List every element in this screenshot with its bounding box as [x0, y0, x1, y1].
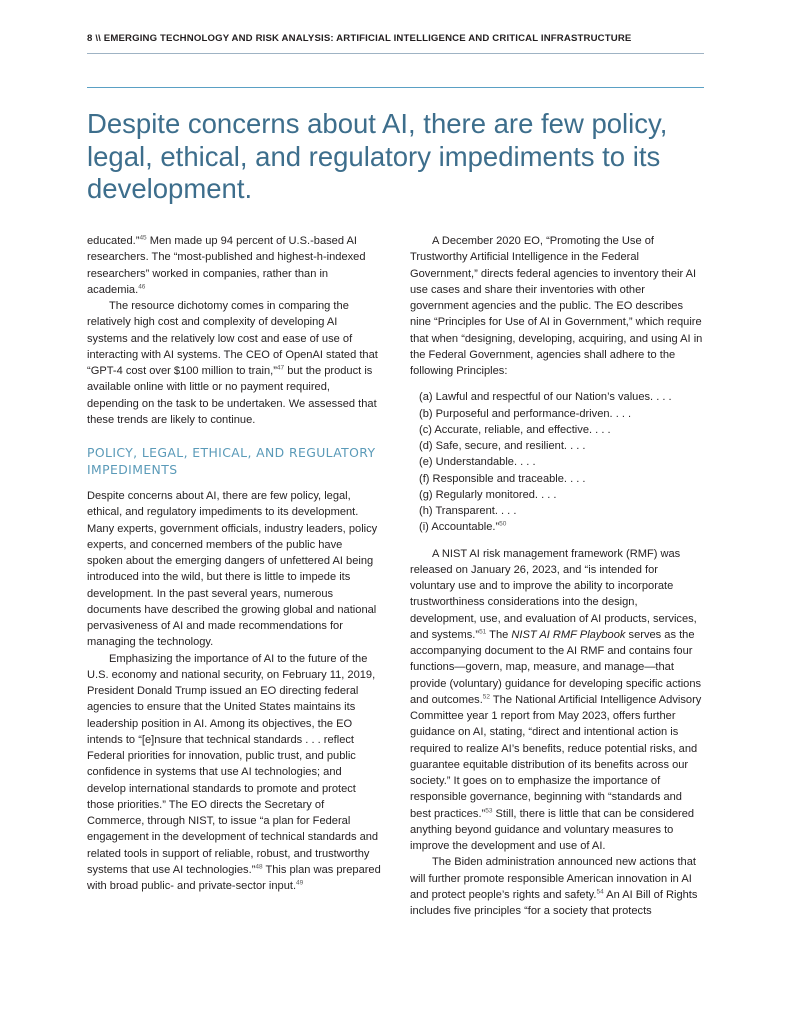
footnote-ref[interactable]: 54 [596, 888, 604, 896]
header-divider [87, 53, 704, 54]
running-header-title: EMERGING TECHNOLOGY AND RISK ANALYSIS: ARTIFICIAL INTELLIGENCE AND CRITICAL INFRASTRUCTURE [103, 33, 632, 44]
spacer [87, 478, 381, 488]
list-item: (d) Safe, secure, and resilient. . . . [419, 440, 586, 452]
list-item: (e) Understandable. . . . [419, 456, 536, 469]
footnote-ref[interactable]: 48 [255, 863, 263, 871]
list-item: (h) Transparent. . . . [419, 505, 517, 517]
right-column [410, 233, 704, 919]
paragraph: A NIST AI risk management framework (RMF) was released on January 26, 2023, and “is intended for voluntary use and to improve the ability to incorporate trustworthiness considerations into the design, development, use, and evaluation of AI products, services, and systems.”$^{51}$ The NIST AI RMF Playbook serves as the accompanying document to the AI RMF and contains four functions—govern, map, measure, and manage—that provide (voluntary) guidance for developing specific actions and outcomes.$^{52}$ The National Artificial Intelligence Advisory Committee year 1 report from May 2023, offers further guidance on AI, stating, “direct and intentional action is required to realize AI’s benefits, reduce potential risks, and guarantee equitable distribution of its benefits across our society.” It goes on to emphasize the importance of responsible governance, beginning with “standards and best practices.”$^{53}$ Still, there is little that can be considered anything beyond guidance and voluntary measures to improve the development and use of AI. [410, 547, 702, 852]
page-number: 8 [87, 33, 93, 44]
running-header [87, 33, 704, 44]
list-item: (g) Regularly monitored. . . . [419, 488, 557, 501]
footnote-ref[interactable]: 49 [296, 879, 304, 887]
pull-quote-divider [87, 87, 704, 88]
header-separator: \\ [95, 33, 101, 44]
paragraph: The Biden administration announced new actions that will further promote responsible American innovation in AI and protect people’s rights and safety.$^{54}$ An AI Bill of Rights includes five principles “for a society that protects [410, 856, 698, 917]
spacer [87, 428, 381, 444]
paragraph: A December 2020 EO, “Promoting the Use of Trustworthy Artificial Intelligence in the Federal Government,” directs federal agencies to inventory their AI use cases and share their inventories with other government agencies and the public. The EO describes nine “Principles for Use of AI in Government,” which require that when “designing, developing, acquiring, and using AI in the Federal Government, agencies shall adhere to the following Principles: [410, 235, 703, 377]
paragraph: Emphasizing the importance of AI to the future of the U.S. economy and national security, on February 11, 2019, President Donald Trump issued an EO directing federal agencies to ensure that the United States maintains its leadership position in AI. Among its objectives, the EO intends to “[e]nsure that technical standards . . . reflect Federal priorities for innovation, public trust, and public confidence in systems that use AI technologies; and develop international standards to promote and protect those priorities.” The EO directs the Secretary of Commerce, through NIST, to issue “a plan for Federal engagement in the development of technical standards and related tools in support of reliable, robust, and trustworthy systems that use AI technologies.”$^{48}$ This plan was prepared with broad public- and private-sector input.$^{49}$ [87, 652, 381, 892]
paragraph: The resource dichotomy comes in comparing the relatively high cost and complexity of developing AI systems and the relatively low cost and ease of use of interacting with AI systems. The CEO of OpenAI stated that “GPT-4 cost over $100 million to train,”$^{47}$ but the product is available online with little or no payment required, depending on the task to be undertaken. We assessed that these trends are likely to continue. [87, 300, 378, 426]
list-item: (i) Accountable.”$^{50}$ [419, 520, 507, 534]
paragraph: educated.”$^{45}$ Men made up 94 percent of U.S.-based AI researchers. The “most-published and highest-h-indexed researchers” worked in companies, rather than in academia.$^{46}$ [87, 234, 366, 296]
footnote-ref[interactable]: 47 [276, 364, 285, 372]
section-heading: POLICY, LEGAL, ETHICAL, AND REGULATORY IMPEDIMENTS [87, 445, 376, 477]
spacer [410, 379, 704, 389]
spacer [410, 536, 704, 546]
list-item: (c) Accurate, reliable, and effective. . . . [419, 423, 611, 436]
pull-quote: Despite concerns about AI, there are few policy, legal, ethical, and regulatory impediments to its development. [87, 108, 668, 204]
document-title: NIST AI RMF Playbook [511, 628, 626, 641]
footnote-ref[interactable]: 50 [499, 520, 507, 528]
footnote-ref[interactable]: 53 [485, 806, 493, 814]
paragraph: Despite concerns about AI, there are few policy, legal, ethical, and regulatory impediments to its development. Many experts, government officials, industry leaders, policy experts, and concerned members of the public have spoken about the emerging dangers of unfettered AI being introduced into the wild, but there is little to impede its development. In the past several years, numerous documents have described the growing global and national pervasiveness of AI and made recommendations for managing the technology. [87, 490, 378, 649]
left-column [87, 233, 381, 894]
principles-list [410, 389, 704, 535]
footnote-ref[interactable]: 52 [482, 693, 491, 701]
list-item: (b) Purposeful and performance-driven. . . . [419, 407, 632, 420]
footnote-ref[interactable]: 46 [138, 283, 146, 291]
list-item: (f) Responsible and traceable. . . . [419, 472, 586, 485]
footnote-ref[interactable]: 51 [479, 628, 487, 636]
footnote-ref[interactable]: 45 [139, 234, 147, 242]
list-item: (a) Lawful and respectful of our Nation’s values. . . . [419, 391, 672, 404]
